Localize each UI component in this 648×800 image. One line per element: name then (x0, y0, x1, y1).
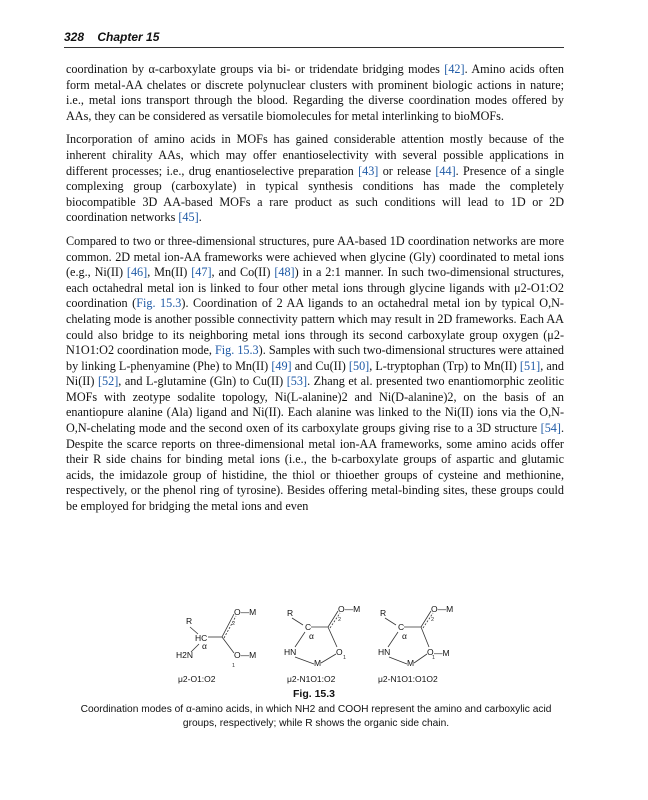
atom-m: M (314, 658, 322, 668)
atom-r: R (186, 616, 193, 626)
atom-sub-1: 1 (232, 663, 236, 669)
atom-sub-2: 2 (431, 617, 435, 623)
text-run: and Cu(II) (291, 358, 349, 373)
citation-link[interactable]: Fig. 15.3 (136, 296, 182, 311)
text-run: ) in a 2:1 manner. In such two-dimensional structures, each octahedral metal ion is linked to four other metal ions through glycine ligands with μ2-O1:O2 coordination ( (66, 265, 565, 311)
bond (414, 654, 427, 663)
figure-coordination-modes (150, 596, 490, 692)
figure-label: Fig. 15.3 (292, 688, 335, 700)
atom-alpha: α (202, 641, 207, 651)
atom-om-top: O—M (234, 607, 257, 617)
text-run: ). Coordination of 2 AA ligands to an octahedral metal ion by typical O,N-chelating mode is another possible connectivity pattern which may result in 2D frameworks. Each AA could also bridge to its neighboring metal ions through its second carboxylate group oxygen (μ2-N1O1:O2 coordination mode, (66, 296, 564, 358)
paragraph (66, 62, 564, 124)
bond (295, 657, 314, 664)
structure-1 (176, 607, 256, 684)
running-head (64, 30, 564, 44)
text-run: . Despite the scarce reports on three-dimensional metal ion-AA frameworks, some amino acids offer their R side chains for binding metal ions (i.e., the b-carboxylate groups of aspartic and glutamic acids, the imidazole group of histidine, the thiol or thioether groups of cysteine and methionine, respectively, or the phenol ring of tyrosine). Besides offering metal-binding sites, these groups could be employed for bridging the metal ions and even (66, 421, 564, 514)
bond (328, 611, 338, 627)
citation-link[interactable]: [53] (286, 374, 308, 389)
bond (295, 632, 305, 647)
bond (421, 611, 431, 627)
header-rule (64, 47, 564, 48)
atom-o: O (336, 647, 343, 657)
text-run: . Presence of a single complexing group (carboxylate) in typical synthesis conditions has made the completely biocompatible 3D AA-based MOFs a rare product as such conditions will lead to 1D or 2D coordination networks (66, 163, 564, 225)
bond (385, 618, 396, 625)
atom-hn: HN (378, 647, 391, 657)
bond (421, 627, 429, 647)
figure-caption: Coordination modes of α-amino acids, in which NH2 and COOH represent the amino and carboxylic acid groups, respectively; while R shows the organic side chain. (80, 704, 552, 729)
bond (328, 627, 337, 647)
citation-link[interactable]: [51] (519, 358, 541, 373)
citation-link[interactable]: [43] (358, 163, 379, 178)
bond (190, 627, 198, 634)
bond (388, 632, 398, 647)
page-number: 328 (64, 30, 85, 44)
text-run: . Zhang et al. presented two enantiomorphic zeolitic MOFs with zeotype sodalite topology, Ni(L-alanine)2 and Ni(D-alanine)2, on the basis of an enantiopure alanine (Ala) ligand and Ni(II). Each alanine was linked to the Ni(II) ions via the O,N- O,N-chelating mode and the second oxen of its carboxylate groups giving rise to a 3D structure (66, 374, 564, 436)
structure-3 (378, 604, 453, 684)
text-run: ). Samples with such two-dimensional structures were attained by linking L-phenyamine (Phe) to Mn(II) (66, 343, 564, 373)
text-run: , and L-glutamine (Gln) to Cu(II) (118, 374, 287, 389)
text-run: coordination by α-carboxylate groups via bi- or tridendate bridging modes (66, 62, 445, 76)
atom-c: C (398, 622, 405, 632)
citation-link[interactable]: [46] (126, 265, 148, 280)
citation-link[interactable]: [45] (178, 210, 199, 225)
bond (292, 618, 303, 625)
atom-om-top: O—M (338, 604, 361, 614)
atom-sub-1: 1 (432, 655, 436, 661)
text-run: Incorporation of amino acids in MOFs has gained considerable attention mostly because of the inherent chirality AAs, which may offer enantioselectivity with several possible applications in different processes; i.e., drug enantioselective preparation (66, 132, 564, 178)
atom-hc: HC (195, 633, 208, 643)
chapter-title: Chapter 15 (97, 30, 160, 44)
bond (222, 637, 234, 653)
atom-om-bot: O—M (234, 650, 257, 660)
bond (224, 616, 236, 638)
citation-link[interactable]: [54] (540, 421, 561, 436)
paragraph (66, 234, 564, 515)
atom-r: R (380, 608, 387, 618)
atom-m: M (407, 658, 415, 668)
atom-om-top: O—M (431, 604, 454, 614)
text-run: Compared to two or three-dimensional structures, pure AA-based 1D coordination networks are more common. 2D metal ion-AA frameworks were achieved when glycine (Gly) coordinated to metal ions (e.g., Ni(II) (66, 233, 564, 280)
text-run: . (198, 210, 202, 225)
structure-2 (284, 604, 360, 684)
citation-link[interactable]: [44] (435, 163, 456, 178)
atom-r: R (287, 608, 294, 618)
text-run: . Amino acids often form metal-AA chelates or discrete polynuclear clusters with prominent biologic actions in nature; i.e., metal ions transport through the blood. Regarding the diverse coordination modes offered by AAs, they can be considered as versatile biomolecules for metal interlinking to bioMOFs. (66, 62, 564, 123)
atom-o: O (427, 647, 434, 657)
structure-label: μ2-N1O1:O2 (287, 674, 336, 684)
citation-link[interactable]: Fig. 15.3 (214, 343, 259, 358)
coordination-diagram (150, 596, 490, 692)
atom-alpha: α (402, 631, 407, 641)
atom-om-side: —M (434, 648, 450, 658)
bond (321, 654, 336, 663)
text-run: , and Ni(II) (66, 358, 564, 389)
citation-link[interactable]: [50] (348, 358, 370, 373)
atom-c: C (305, 622, 312, 632)
atom-sub-2: 2 (338, 617, 342, 623)
paragraph (66, 132, 564, 226)
bond (191, 644, 199, 652)
atom-sub-2: 2 (232, 621, 236, 627)
text-run: , L-tryptophan (Trp) to Mn(II) (369, 358, 520, 373)
atom-alpha: α (309, 631, 314, 641)
text-run: or release (378, 163, 436, 178)
citation-link[interactable]: [42] (444, 62, 465, 76)
atom-sub-1: 1 (343, 655, 347, 661)
citation-link[interactable]: [52] (97, 374, 119, 389)
atom-hn: HN (284, 647, 297, 657)
citation-link[interactable]: [49] (271, 358, 292, 373)
citation-link[interactable]: [48] (274, 265, 295, 280)
atom-h2n: H2N (176, 650, 194, 660)
structure-label: μ2-N1O1:O1O2 (378, 674, 438, 684)
bond (389, 657, 407, 664)
structure-label: μ2-O1:O2 (178, 674, 216, 684)
citation-link[interactable]: [47] (191, 265, 212, 280)
text-run: , and Co(II) (211, 265, 275, 280)
text-run: , Mn(II) (147, 265, 192, 280)
body-text (66, 62, 564, 523)
